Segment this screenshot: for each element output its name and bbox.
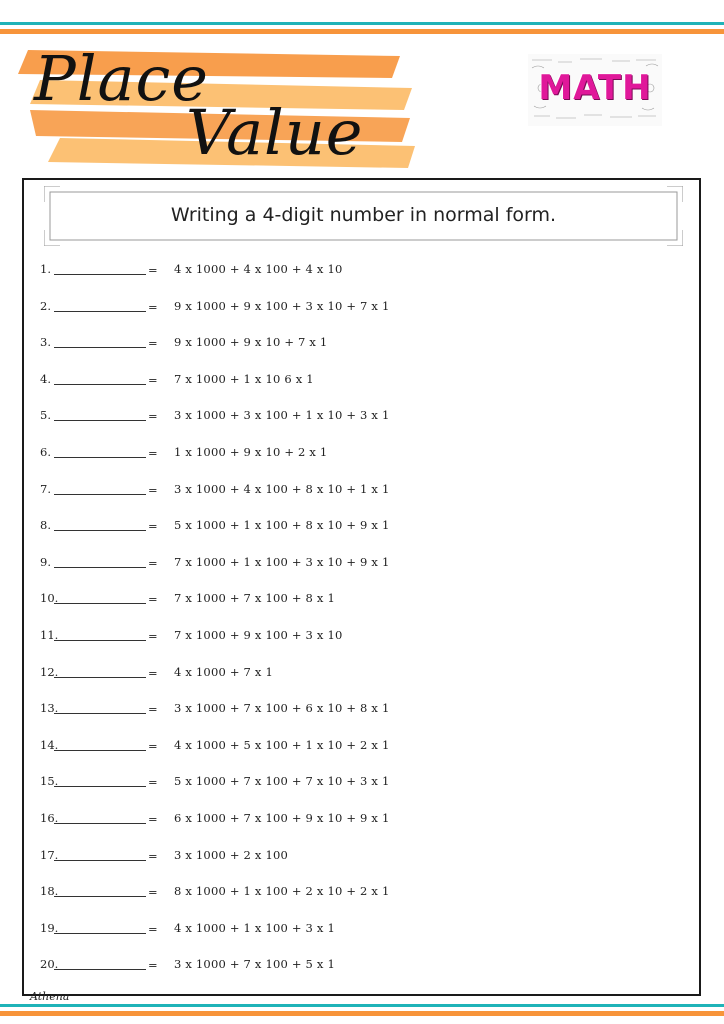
answer-blank[interactable] (54, 274, 146, 275)
expanded-form-expression: 9 x 1000 + 9 x 10 + 7 x 1 (174, 335, 328, 350)
equals-sign: = (148, 812, 158, 826)
problem-row (24, 772, 699, 792)
equals-sign: = (148, 665, 158, 680)
problem-row (24, 626, 699, 646)
expanded-form-expression: 4 x 1000 + 1 x 100 + 3 x 1 (174, 920, 335, 935)
equals-sign: = (148, 372, 158, 387)
problem-row (24, 663, 699, 683)
equals-sign: = (148, 775, 158, 790)
expanded-form-expression: 8 x 1000 + 1 x 100 + 2 x 10 + 2 x 1 (174, 884, 390, 899)
problem-row (24, 699, 699, 719)
answer-blank[interactable] (54, 713, 146, 714)
expanded-form-expression: 7 x 1000 + 1 x 10 6 x 1 (174, 371, 314, 386)
equals-sign: = (148, 848, 158, 863)
expanded-form-expression: 3 x 1000 + 2 x 100 (174, 847, 288, 862)
expanded-form-expression: 7 x 1000 + 7 x 100 + 8 x 1 (174, 591, 335, 606)
answer-blank[interactable] (54, 896, 146, 897)
problem-row (24, 406, 699, 426)
problem-row (24, 919, 699, 939)
equals-sign: = (148, 555, 158, 570)
equals-sign: = (148, 885, 158, 900)
problem-number: 13. (40, 701, 59, 716)
top-stripe-orange (0, 29, 724, 34)
worksheet-heading: Writing a 4-digit number in normal form. (170, 204, 557, 226)
answer-blank[interactable] (54, 933, 146, 934)
answer-blank[interactable] (54, 823, 146, 824)
answer-blank[interactable] (54, 969, 146, 970)
problem-number: 9. (40, 554, 51, 569)
top-stripe-teal (0, 22, 724, 25)
problem-number: 20. (40, 957, 59, 972)
expanded-form-expression: 4 x 1000 + 7 x 1 (174, 664, 273, 679)
bottom-stripe-teal (0, 1004, 724, 1007)
expanded-form-expression: 5 x 1000 + 7 x 100 + 7 x 10 + 3 x 1 (174, 774, 390, 789)
equals-sign: = (148, 482, 158, 497)
equals-sign: = (148, 738, 158, 753)
problem-number: 7. (40, 481, 51, 496)
title-place: Place (34, 42, 209, 115)
equals-sign: = (148, 921, 158, 936)
problem-number: 1. (40, 262, 51, 276)
problem-number: 10. (40, 591, 59, 606)
problem-row (24, 736, 699, 756)
equals-sign: = (148, 336, 158, 351)
answer-blank[interactable] (54, 384, 146, 385)
signature: Athena (30, 990, 70, 1003)
expanded-form-expression: 4 x 1000 + 4 x 100 + 4 x 10 (174, 262, 343, 276)
expanded-form-expression: 5 x 1000 + 1 x 100 + 8 x 10 + 9 x 1 (174, 518, 390, 533)
answer-blank[interactable] (54, 494, 146, 495)
equals-sign: = (148, 592, 158, 607)
math-logo (528, 54, 662, 126)
expanded-form-expression: 1 x 1000 + 9 x 10 + 2 x 1 (174, 445, 328, 459)
equals-sign: = (148, 702, 158, 717)
problem-number: 2. (40, 298, 51, 313)
title-value: Value (186, 96, 364, 169)
worksheet-frame (22, 178, 701, 996)
equals-sign: = (148, 299, 158, 314)
problem-row (24, 297, 699, 317)
answer-blank[interactable] (54, 640, 146, 641)
answer-blank[interactable] (54, 567, 146, 568)
answer-blank[interactable] (54, 603, 146, 604)
answer-blank[interactable] (54, 347, 146, 348)
problem-number: 6. (40, 445, 51, 459)
problem-row (24, 553, 699, 573)
problem-row (24, 589, 699, 609)
equals-sign: = (148, 958, 158, 973)
problem-number: 14. (40, 737, 59, 752)
answer-blank[interactable] (54, 457, 146, 458)
expanded-form-expression: 7 x 1000 + 9 x 100 + 3 x 10 (174, 628, 343, 642)
expanded-form-expression: 9 x 1000 + 9 x 100 + 3 x 10 + 7 x 1 (174, 298, 390, 313)
problem-number: 8. (40, 518, 51, 533)
answer-blank[interactable] (54, 786, 146, 787)
problem-row (24, 333, 699, 353)
problem-row (24, 370, 699, 390)
problem-number: 15. (40, 774, 59, 789)
heading-box (44, 186, 683, 246)
answer-blank[interactable] (54, 860, 146, 861)
problem-number: 16. (40, 811, 59, 825)
problem-row (24, 480, 699, 500)
equals-sign: = (148, 446, 158, 460)
answer-blank[interactable] (54, 311, 146, 312)
answer-blank[interactable] (54, 750, 146, 751)
equals-sign: = (148, 409, 158, 424)
problem-row (24, 443, 699, 463)
problem-row (24, 882, 699, 902)
problem-number: 18. (40, 884, 59, 899)
problem-row (24, 260, 699, 280)
expanded-form-expression: 6 x 1000 + 7 x 100 + 9 x 10 + 9 x 1 (174, 811, 390, 825)
problem-number: 3. (40, 335, 51, 350)
bottom-stripe-orange (0, 1011, 724, 1016)
problem-number: 4. (40, 371, 51, 386)
problem-number: 5. (40, 408, 51, 423)
problem-number: 11. (40, 628, 59, 642)
problem-number: 17. (40, 847, 59, 862)
expanded-form-expression: 3 x 1000 + 7 x 100 + 5 x 1 (174, 957, 335, 972)
answer-blank[interactable] (54, 420, 146, 421)
expanded-form-expression: 3 x 1000 + 3 x 100 + 1 x 10 + 3 x 1 (174, 408, 390, 423)
problem-row (24, 846, 699, 866)
equals-sign: = (148, 263, 158, 277)
expanded-form-expression: 4 x 1000 + 5 x 100 + 1 x 10 + 2 x 1 (174, 737, 390, 752)
problem-number: 19. (40, 920, 59, 935)
answer-blank[interactable] (54, 677, 146, 678)
equals-sign: = (148, 629, 158, 643)
problem-row (24, 955, 699, 975)
equals-sign: = (148, 519, 158, 534)
math-logo-text: MATH (538, 68, 652, 108)
answer-blank[interactable] (54, 530, 146, 531)
expanded-form-expression: 7 x 1000 + 1 x 100 + 3 x 10 + 9 x 1 (174, 554, 390, 569)
problem-row (24, 809, 699, 829)
title-banner (0, 38, 460, 178)
expanded-form-expression: 3 x 1000 + 4 x 100 + 8 x 10 + 1 x 1 (174, 481, 390, 496)
expanded-form-expression: 3 x 1000 + 7 x 100 + 6 x 10 + 8 x 1 (174, 701, 390, 716)
problem-row (24, 516, 699, 536)
problem-number: 12. (40, 664, 59, 679)
